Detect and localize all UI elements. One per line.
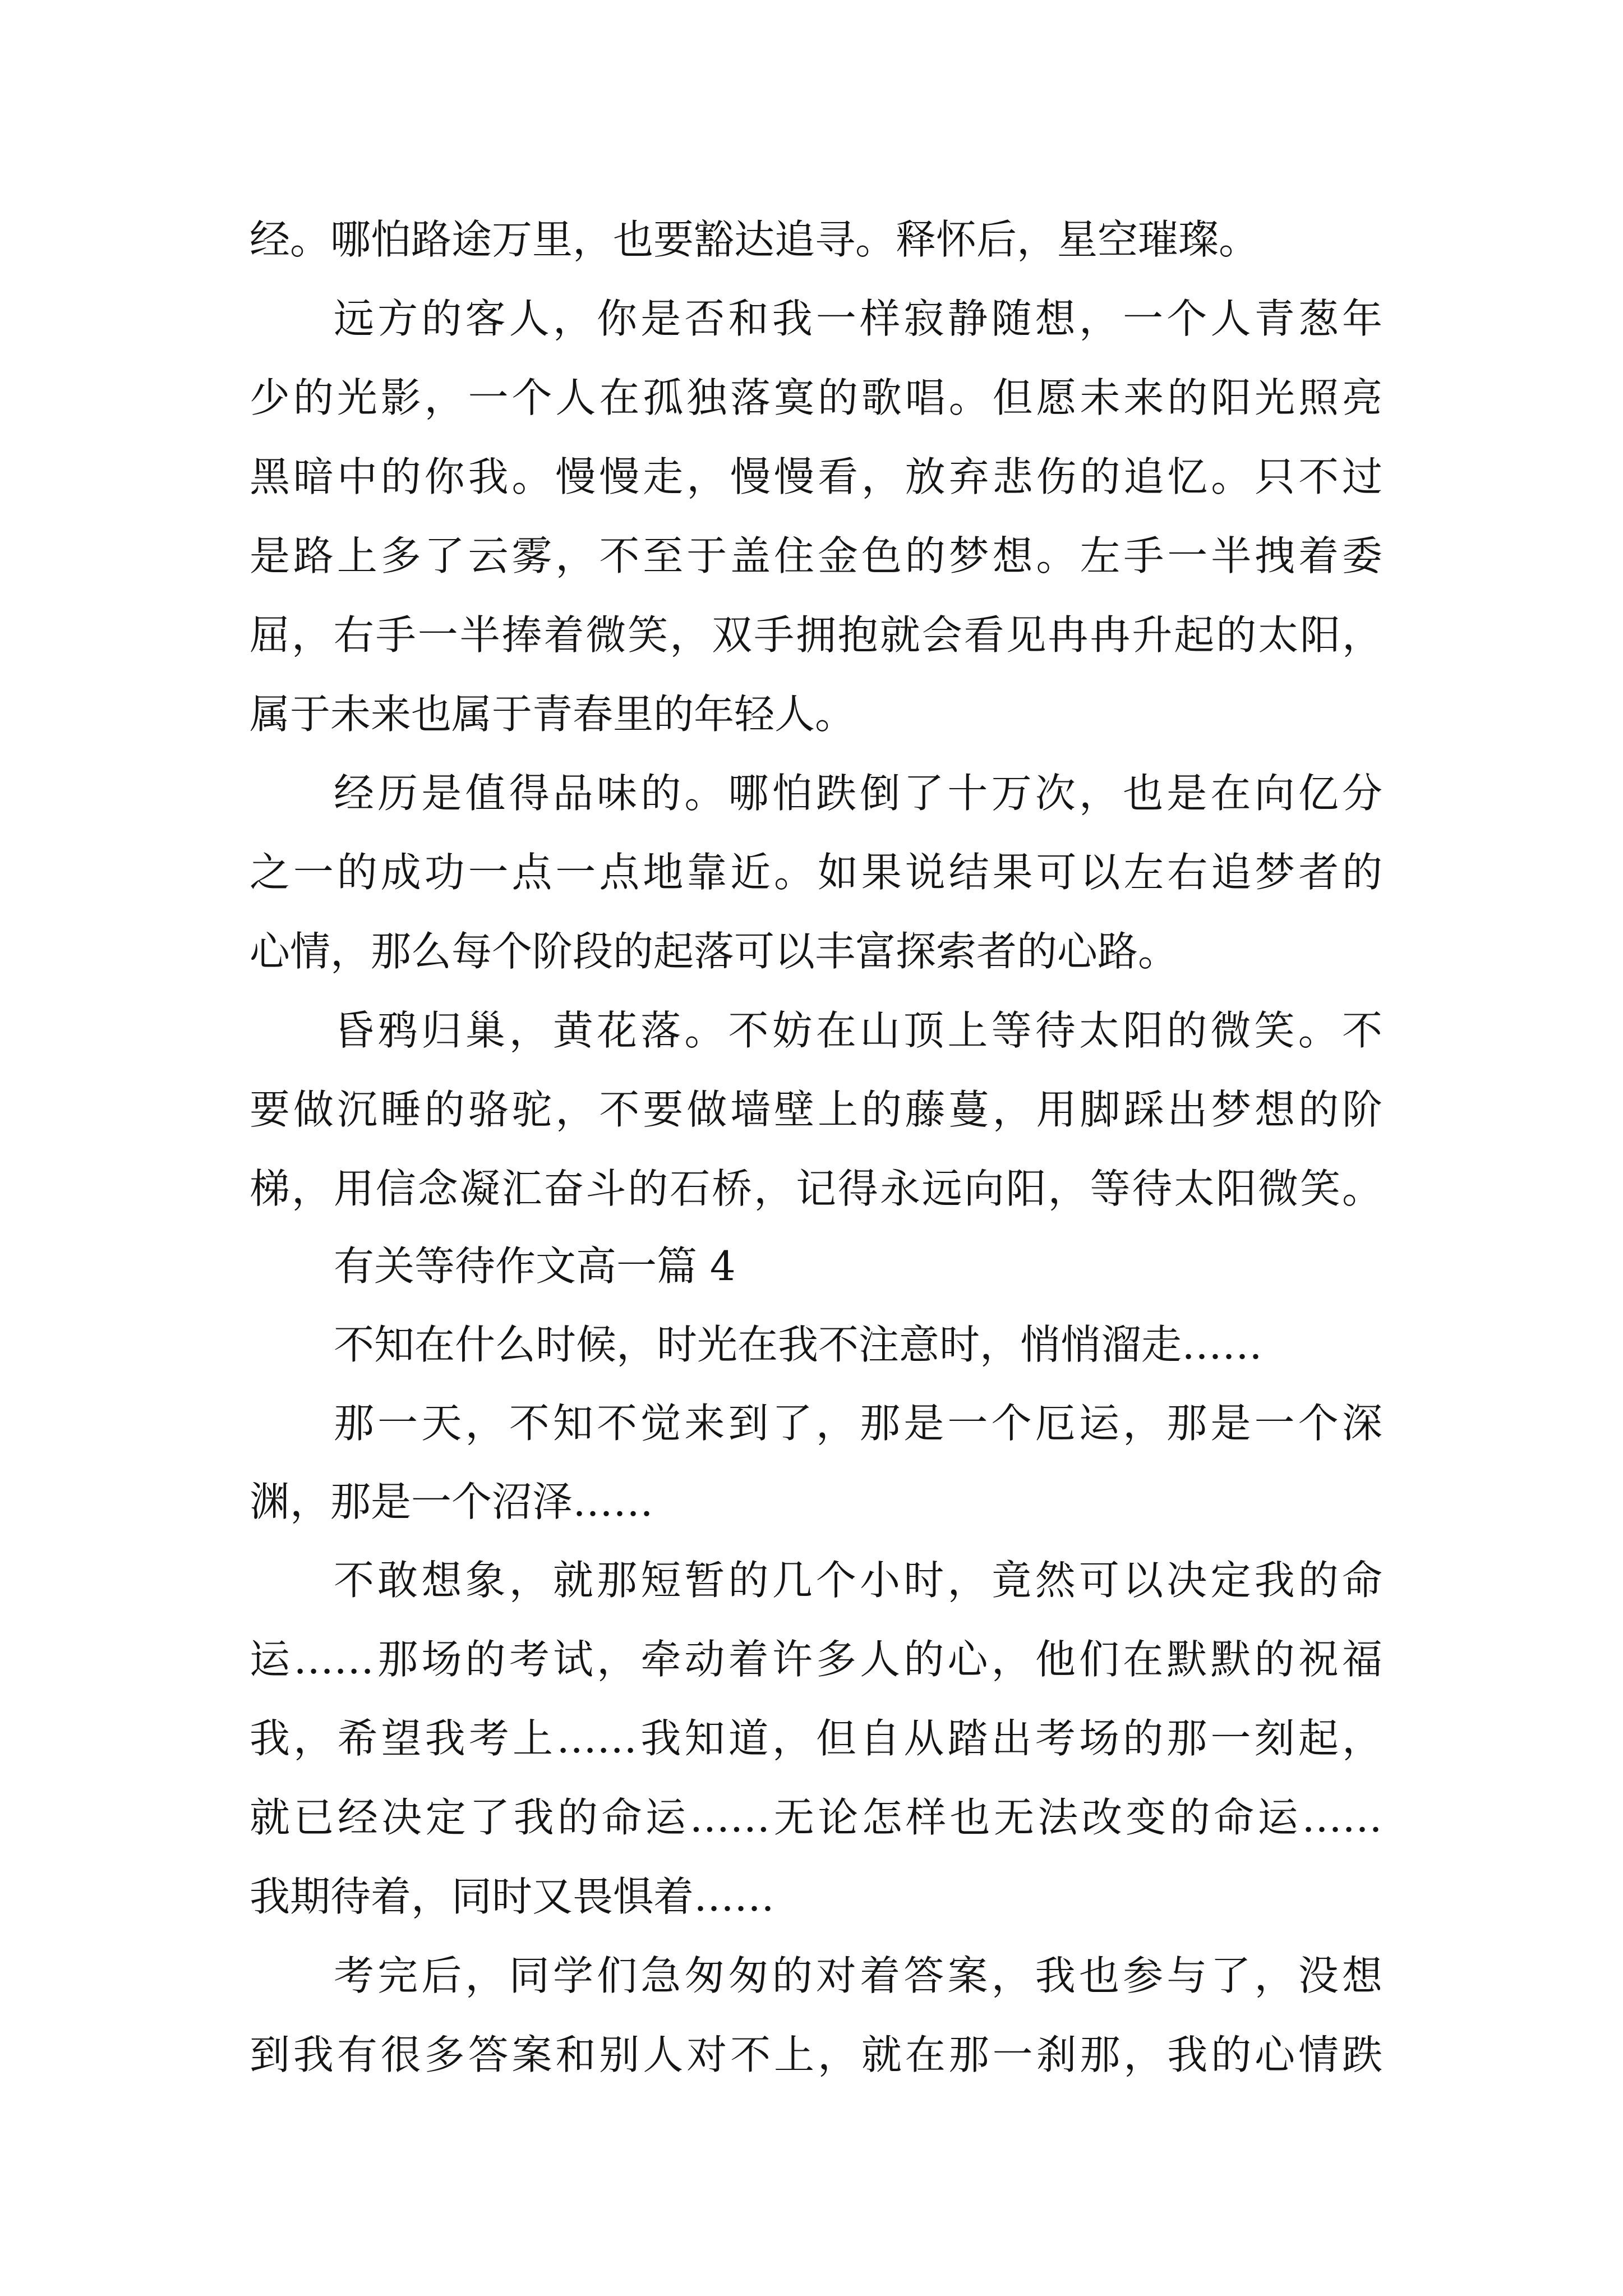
- paragraph-start-line: 昏鸦归巢，黄花落。不妨在山顶上等待太阳的微笑。不: [334, 1007, 1382, 1054]
- text-line: 屈，右手一半捧着微笑，双手拥抱就会看见冉冉升起的太阳，: [250, 611, 1382, 659]
- paragraph-start-line: 那一天，不知不觉来到了，那是一个厄运，那是一个深: [334, 1400, 1382, 1447]
- text-line: 心情，那么每个阶段的起落可以丰富探索者的心路。: [250, 928, 1179, 975]
- section-heading: 有关等待作文高一篇 4: [334, 1243, 736, 1290]
- paragraph-start-line: 不敢想象，就那短暂的几个小时，竟然可以决定我的命: [334, 1557, 1382, 1604]
- paragraph-start-line: 考完后，同学们急匆匆的对着答案，我也参与了，没想: [334, 1952, 1382, 1999]
- text-line: 我，希望我考上……我知道，但自从踏出考场的那一刻起，: [250, 1715, 1382, 1762]
- text-line: 我期待着，同时又畏惧着……: [250, 1873, 775, 1920]
- text-line: 梯，用信念凝汇奋斗的石桥，记得永远向阳，等待太阳微笑。: [250, 1165, 1382, 1212]
- text-line: 就已经决定了我的命运……无论怎样也无法改变的命运……: [250, 1794, 1382, 1841]
- text-line: 属于未来也属于青春里的年轻人。: [250, 691, 856, 738]
- text-line: 之一的成功一点一点地靠近。如果说结果可以左右追梦者的: [250, 849, 1382, 896]
- paragraph-start-line: 不知在什么时候，时光在我不注意时，悄悄溜走……: [334, 1321, 1263, 1368]
- paragraph-start-line: 远方的客人，你是否和我一样寂静随想，一个人青葱年: [334, 295, 1382, 342]
- text-line: 经。哪怕路途万里，也要豁达追寻。释怀后，星空璀璨。: [250, 216, 1260, 263]
- text-line: 黑暗中的你我。慢慢走，慢慢看，放弃悲伤的追忆。只不过: [250, 453, 1382, 500]
- text-line: 渊，那是一个沼泽……: [250, 1478, 654, 1525]
- paragraph-start-line: 经历是值得品味的。哪怕跌倒了十万次，也是在向亿分: [334, 770, 1382, 817]
- text-line: 运……那场的考试，牵动着许多人的心，他们在默默的祝福: [250, 1636, 1382, 1683]
- text-line: 少的光影，一个人在孤独落寞的歌唱。但愿未来的阳光照亮: [250, 374, 1382, 421]
- text-line: 是路上多了云雾，不至于盖住金色的梦想。左手一半拽着委: [250, 532, 1382, 579]
- text-line: 到我有很多答案和别人对不上，就在那一刹那，我的心情跌: [250, 2031, 1382, 2078]
- text-line: 要做沉睡的骆驼，不要做墙壁上的藤蔓，用脚踩出梦想的阶: [250, 1086, 1382, 1133]
